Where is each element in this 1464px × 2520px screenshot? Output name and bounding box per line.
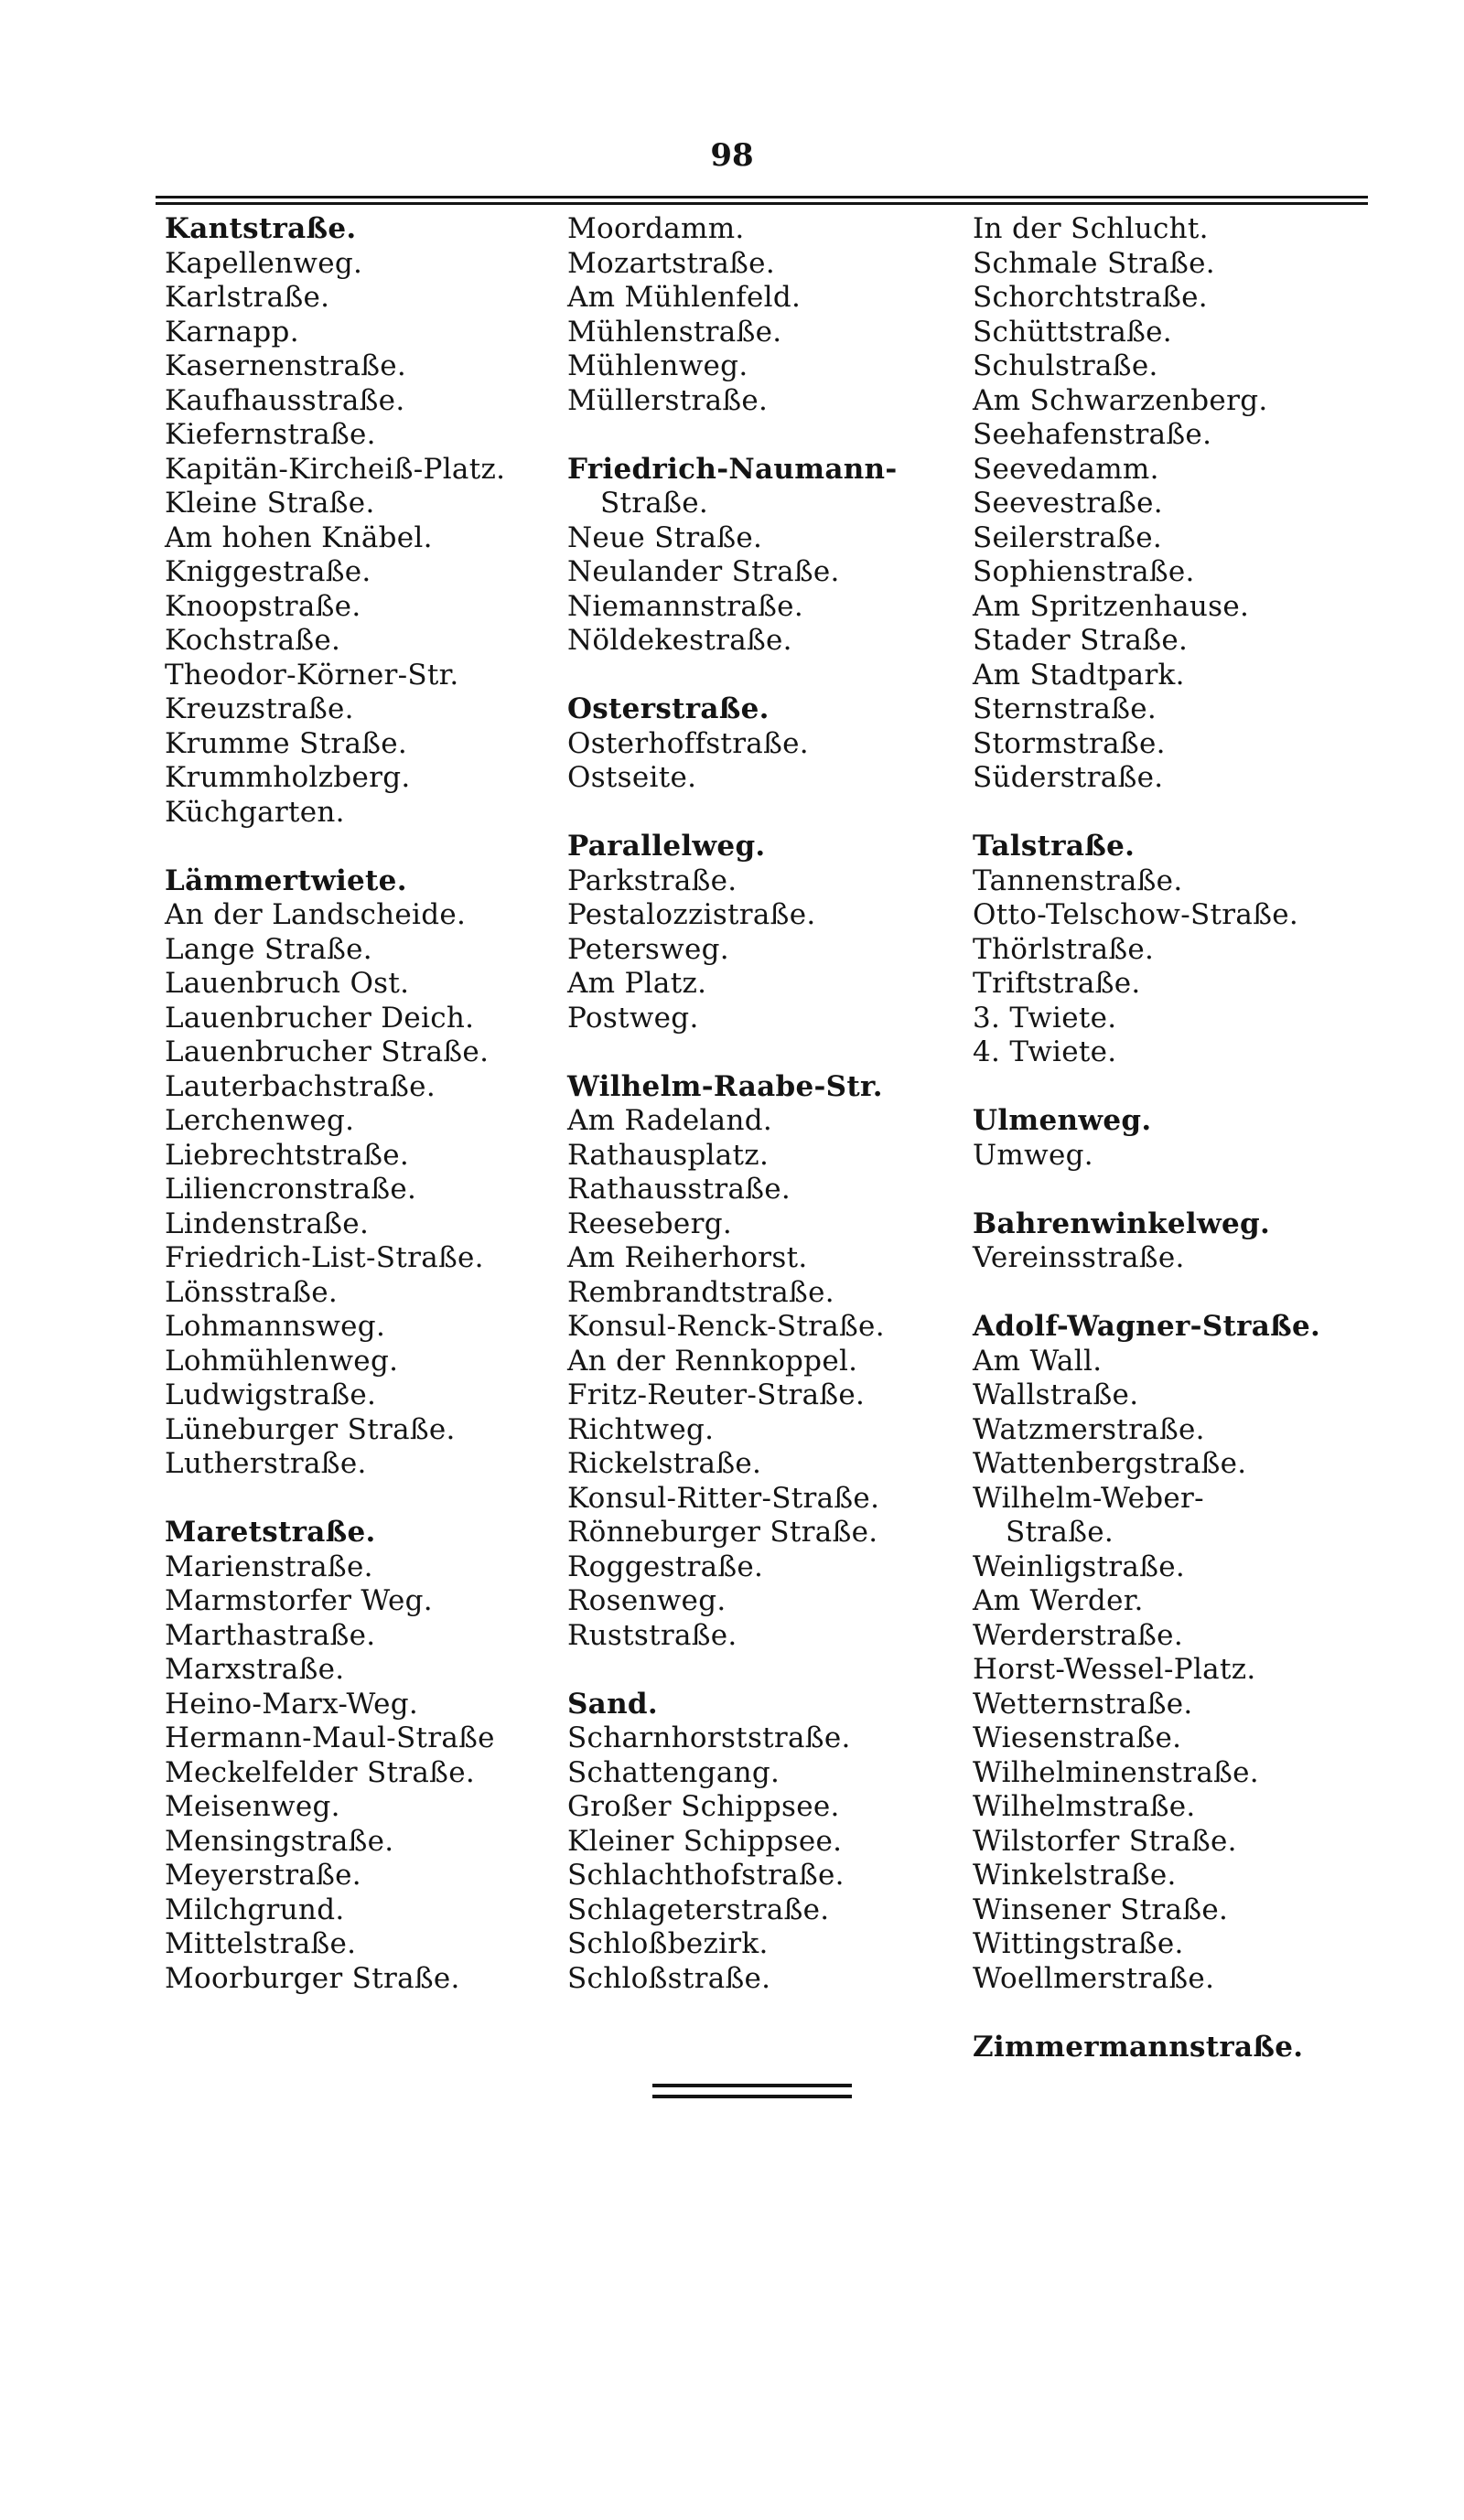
street-name: Großer Schippsee. bbox=[567, 1790, 840, 1823]
street-name: Marthastraße. bbox=[165, 1618, 376, 1652]
section-gap bbox=[567, 1653, 970, 1688]
street-column-3 bbox=[973, 212, 1375, 2064]
section-gap bbox=[165, 1482, 567, 1517]
street-name: Wilhelm-Weber- bbox=[973, 1481, 1204, 1515]
street-name: In der Schlucht. bbox=[973, 212, 1209, 245]
street-name: Am Reiherhorst. bbox=[567, 1241, 808, 1274]
street-name: Am Radeland. bbox=[567, 1104, 773, 1137]
street-name: Marienstraße. bbox=[165, 1550, 373, 1583]
section-gap bbox=[567, 659, 970, 693]
street-name: Schorchtstraße. bbox=[973, 281, 1208, 314]
street-name: Sternstraße. bbox=[973, 692, 1157, 725]
street-name: Kleiner Schippsee. bbox=[567, 1824, 843, 1858]
street-name: Lohmannsweg. bbox=[165, 1310, 386, 1343]
street-name: Umweg. bbox=[973, 1138, 1093, 1172]
street-name: Kiefernstraße. bbox=[165, 418, 376, 451]
street-name: 4. Twiete. bbox=[973, 1035, 1117, 1068]
street-name: Mozartstraße. bbox=[567, 246, 775, 280]
section-first-street: Adolf-Wagner-Straße. bbox=[973, 1310, 1321, 1343]
street-name: Rembrandtstraße. bbox=[567, 1275, 834, 1309]
street-name: Seevedamm. bbox=[973, 452, 1159, 486]
street-name: Am Spritzenhause. bbox=[973, 589, 1250, 623]
street-name: Roggestraße. bbox=[567, 1550, 764, 1583]
street-name: Kochstraße. bbox=[165, 624, 341, 657]
street-name: Winkelstraße. bbox=[973, 1859, 1177, 1892]
street-name: Am hohen Knäbel. bbox=[165, 520, 433, 554]
street-name: Parkstraße. bbox=[567, 863, 737, 897]
street-name: Mühlenweg. bbox=[567, 349, 748, 382]
street-name: Petersweg. bbox=[567, 932, 729, 966]
street-name: Am Mühlenfeld. bbox=[567, 281, 802, 314]
street-name: Lutherstraße. bbox=[165, 1447, 367, 1480]
section-first-street: Talstraße. bbox=[973, 830, 1136, 863]
street-name: Schloßstraße. bbox=[567, 1961, 771, 1995]
street-name: Karlstraße. bbox=[165, 281, 330, 314]
street-name: Knoopstraße. bbox=[165, 589, 361, 623]
street-name: Thörlstraße. bbox=[973, 932, 1155, 966]
section-gap bbox=[567, 1035, 970, 1070]
street-name: Schlachthofstraße. bbox=[567, 1859, 845, 1892]
street-name: Lohmühlenweg. bbox=[165, 1344, 399, 1378]
street-name: Liebrechtstraße. bbox=[165, 1138, 410, 1172]
street-name: Wilhelminenstraße. bbox=[973, 1755, 1259, 1789]
street-name: Lange Straße. bbox=[165, 932, 372, 966]
street-name: Konsul-Renck-Straße. bbox=[567, 1310, 885, 1343]
section-first-street: Friedrich-Naumann- bbox=[567, 452, 898, 486]
section-gap bbox=[165, 830, 567, 864]
street-name: Theodor-Körner-Str. bbox=[165, 658, 459, 692]
street-name: Moorburger Straße. bbox=[165, 1961, 460, 1995]
street-name: Meckelfelder Straße. bbox=[165, 1755, 475, 1789]
street-name: Richtweg. bbox=[567, 1412, 715, 1446]
street-name: Watzmerstraße. bbox=[973, 1412, 1205, 1446]
street-name: Wattenbergstraße. bbox=[973, 1447, 1247, 1480]
street-name: Sophienstraße. bbox=[973, 555, 1195, 588]
street-name: Kniggestraße. bbox=[165, 555, 371, 588]
street-name: Liliencronstraße. bbox=[165, 1173, 417, 1206]
street-name: Wiesenstraße. bbox=[973, 1721, 1182, 1754]
street-name: Wilhelmstraße. bbox=[973, 1790, 1196, 1823]
street-name: Vereinsstraße. bbox=[973, 1241, 1185, 1274]
section-first-street: Wilhelm-Raabe-Str. bbox=[567, 1069, 883, 1103]
top-double-rule bbox=[156, 196, 1368, 205]
street-name: Am Schwarzenberg. bbox=[973, 383, 1268, 417]
section-first-street: Zimmermannstraße. bbox=[973, 2030, 1304, 2064]
street-name: Ludwigstraße. bbox=[165, 1378, 377, 1411]
street-name: Nöldekestraße. bbox=[567, 624, 792, 657]
street-name: Neue Straße. bbox=[567, 520, 763, 554]
section-gap bbox=[567, 796, 970, 831]
street-name: Pestalozzistraße. bbox=[567, 898, 816, 931]
street-name: Scharnhorststraße. bbox=[567, 1721, 851, 1754]
street-name: Stader Straße. bbox=[973, 624, 1189, 657]
section-first-street: Parallelweg. bbox=[567, 830, 766, 863]
street-name: Kaufhausstraße. bbox=[165, 383, 405, 417]
street-name: Lauterbachstraße. bbox=[165, 1069, 436, 1103]
street-name: Triftstraße. bbox=[973, 967, 1141, 1000]
street-name: Seehafenstraße. bbox=[973, 418, 1212, 451]
street-name: Meyerstraße. bbox=[165, 1859, 361, 1892]
street-name: Lauenbrucher Straße. bbox=[165, 1035, 490, 1068]
page-number: 98 bbox=[710, 137, 754, 174]
street-name: Rosenweg. bbox=[567, 1584, 727, 1617]
street-name: Konsul-Ritter-Straße. bbox=[567, 1481, 880, 1515]
street-name: Fritz-Reuter-Straße. bbox=[567, 1378, 866, 1411]
street-name: Müllerstraße. bbox=[567, 383, 769, 417]
street-name: Hermann-Maul-Straße bbox=[165, 1721, 495, 1754]
street-name: Schmale Straße. bbox=[973, 246, 1215, 280]
street-name: Lüneburger Straße. bbox=[165, 1412, 456, 1446]
section-first-street: Lämmertwiete. bbox=[165, 863, 407, 897]
street-name: 3. Twiete. bbox=[973, 1001, 1117, 1035]
street-name: Kreuzstraße. bbox=[165, 692, 354, 725]
street-name: Ostseite. bbox=[567, 761, 697, 794]
section-first-street: Sand. bbox=[567, 1687, 658, 1721]
street-name: Kleine Straße. bbox=[165, 487, 375, 520]
street-name: Lauenbrucher Deich. bbox=[165, 1001, 475, 1035]
street-name: Rathausstraße. bbox=[567, 1173, 791, 1206]
street-name: Schüttstraße. bbox=[973, 315, 1172, 349]
street-name: Marmstorfer Weg. bbox=[165, 1584, 433, 1617]
street-name: Wallstraße. bbox=[973, 1378, 1139, 1411]
street-name: Straße. bbox=[600, 487, 709, 520]
street-column-1 bbox=[165, 212, 567, 1996]
street-name: Ruststraße. bbox=[567, 1618, 737, 1652]
street-name: Stormstraße. bbox=[973, 726, 1166, 760]
street-name: Am Platz. bbox=[567, 967, 707, 1000]
street-name: Schloßbezirk. bbox=[567, 1927, 769, 1960]
street-name: Heino-Marx-Weg. bbox=[165, 1687, 419, 1721]
street-name: Woellmerstraße. bbox=[973, 1961, 1215, 1995]
street-name: Am Wall. bbox=[973, 1344, 1103, 1378]
street-name: Tannenstraße. bbox=[973, 863, 1183, 897]
street-name: Mensingstraße. bbox=[165, 1824, 394, 1858]
section-gap bbox=[973, 1173, 1375, 1207]
section-first-street: Maretstraße. bbox=[165, 1516, 376, 1549]
street-name: Werderstraße. bbox=[973, 1618, 1183, 1652]
street-name: Küchgarten. bbox=[165, 795, 345, 829]
street-name: Kapellenweg. bbox=[165, 246, 363, 280]
street-name: Osterhoffstraße. bbox=[567, 726, 809, 760]
street-name: Wittingstraße. bbox=[973, 1927, 1184, 1960]
street-name: Süderstraße. bbox=[973, 761, 1164, 794]
street-name: Schattengang. bbox=[567, 1755, 780, 1789]
street-name: Postweg. bbox=[567, 1001, 699, 1035]
street-name: Mühlenstraße. bbox=[567, 315, 782, 349]
street-name: Milchgrund. bbox=[165, 1893, 345, 1926]
street-name: Am Werder. bbox=[973, 1584, 1144, 1617]
section-first-street: Ulmenweg. bbox=[973, 1104, 1152, 1137]
street-name: Rönneburger Straße. bbox=[567, 1516, 878, 1549]
street-name: Krumme Straße. bbox=[165, 726, 408, 760]
street-name: Rathausplatz. bbox=[567, 1138, 770, 1172]
street-name: Seilerstraße. bbox=[973, 520, 1163, 554]
street-name: Weinligstraße. bbox=[973, 1550, 1186, 1583]
street-name: Reeseberg. bbox=[567, 1206, 732, 1240]
street-name: Lindenstraße. bbox=[165, 1206, 370, 1240]
street-name: Meisenweg. bbox=[165, 1790, 340, 1823]
street-name: Krummholzberg. bbox=[165, 761, 411, 794]
street-name: Wetternstraße. bbox=[973, 1687, 1193, 1721]
street-name: An der Landscheide. bbox=[165, 898, 467, 931]
street-name: Lerchenweg. bbox=[165, 1104, 355, 1137]
street-name: Neulander Straße. bbox=[567, 555, 840, 588]
section-first-street: Kantstraße. bbox=[165, 212, 357, 245]
section-gap bbox=[973, 1070, 1375, 1105]
street-name: Seevestraße. bbox=[973, 487, 1163, 520]
section-gap bbox=[973, 1276, 1375, 1311]
section-gap bbox=[973, 1996, 1375, 2031]
street-name: Friedrich-List-Straße. bbox=[165, 1241, 484, 1274]
street-name: Straße. bbox=[1006, 1516, 1114, 1549]
section-first-street: Osterstraße. bbox=[567, 692, 770, 725]
street-name: Schulstraße. bbox=[973, 349, 1158, 382]
bottom-double-rule bbox=[652, 2084, 852, 2098]
street-name: Lauenbruch Ost. bbox=[165, 967, 410, 1000]
street-name: An der Rennkoppel. bbox=[567, 1344, 858, 1378]
street-name: Rickelstraße. bbox=[567, 1447, 762, 1480]
street-name: Lönsstraße. bbox=[165, 1275, 338, 1309]
section-gap bbox=[973, 796, 1375, 831]
street-name: Otto-Telschow-Straße. bbox=[973, 898, 1299, 931]
street-name: Karnapp. bbox=[165, 315, 299, 349]
section-first-street: Bahrenwinkelweg. bbox=[973, 1206, 1271, 1240]
street-column-2 bbox=[567, 212, 970, 1996]
street-name: Horst-Wessel-Platz. bbox=[973, 1653, 1256, 1686]
street-name: Schlageterstraße. bbox=[567, 1893, 830, 1926]
street-name: Niemannstraße. bbox=[567, 589, 803, 623]
street-name: Kasernenstraße. bbox=[165, 349, 407, 382]
street-name: Kapitän-Kircheiß-Platz. bbox=[165, 452, 506, 486]
street-name: Marxstraße. bbox=[165, 1653, 345, 1686]
section-gap bbox=[567, 418, 970, 453]
street-name: Wilstorfer Straße. bbox=[973, 1824, 1237, 1858]
street-name: Winsener Straße. bbox=[973, 1893, 1229, 1926]
street-name: Moordamm. bbox=[567, 212, 745, 245]
street-name: Am Stadtpark. bbox=[973, 658, 1185, 692]
street-name: Mittelstraße. bbox=[165, 1927, 357, 1960]
